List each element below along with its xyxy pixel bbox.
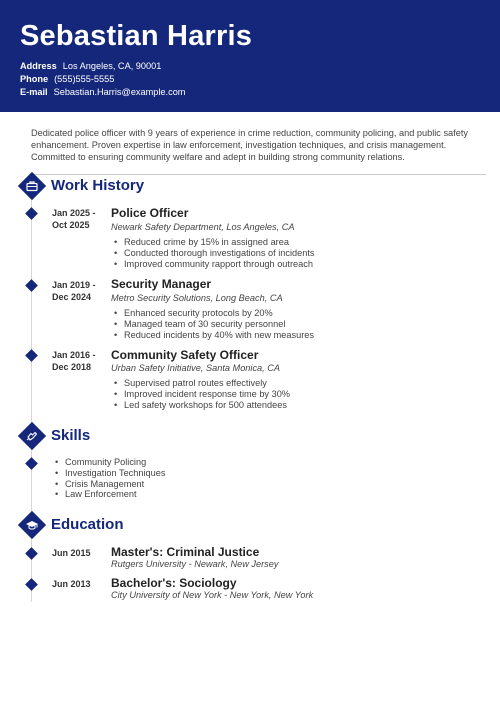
phone-value: (555)555-5555 [54,74,115,84]
skills-title: Skills [51,427,91,444]
education-date: Jun 2015 [52,548,91,558]
work-history-title: Work History [51,177,145,194]
list-item: • Managed team of 30 security personnel [111,319,314,330]
list-item: • Improved community rapport through outreach [111,259,315,270]
list-item: • Law Enforcement [52,489,165,500]
job-title: Police Officer [111,206,189,220]
email-label: E-mail [20,87,48,97]
timeline-marker [25,578,38,591]
school-name: City University of New York - New York, New York [111,590,314,600]
job-organization: Urban Safety Initiative, Santa Monica, CA [111,363,281,373]
timeline-marker [25,349,38,362]
list-item: • Enhanced security protocols by 20% [111,308,314,319]
education-date: Jun 2013 [52,579,91,589]
candidate-name: Sebastian Harris [20,20,253,52]
list-item: • Improved incident response time by 30% [111,389,290,400]
job-title: Security Manager [111,277,212,291]
divider [31,174,486,175]
contact-email [20,87,185,97]
degree-title: Bachelor's: Sociology [111,576,237,590]
job-title: Community Safety Officer [111,348,259,362]
timeline-line [31,190,32,602]
education-title: Education [51,516,124,533]
contact-phone [20,74,114,84]
list-item: • Reduced incidents by 40% with new measures [111,330,314,341]
email-value: Sebastian.Harris@example.com [53,87,186,97]
professional-summary: Dedicated police officer with 9 years of experience in crime reduction, community policing, and public safety enhancement. Proven expertise in law enforcement, investigation techniques, and crisis management. Committed to ensuring community welfare and adept in building strong community relations. [31,128,468,162]
job-date: Jan 2025 - Oct 2025 [52,208,96,230]
timeline-marker [25,547,38,560]
job-achievements [111,308,314,340]
list-item: • Led safety workshops for 500 attendees [111,400,290,411]
list-item: • Crisis Management [52,479,165,490]
skills-list [52,457,165,500]
job-achievements [111,237,315,269]
timeline-marker [25,207,38,220]
hand-icon [17,421,47,451]
list-item: • Conducted thorough investigations of incidents [111,248,315,259]
timeline-marker [25,279,38,292]
address-label: Address [20,61,57,71]
list-item: • Investigation Techniques [52,468,165,479]
timeline-marker [25,457,38,470]
job-achievements [111,378,290,410]
job-organization: Metro Security Solutions, Long Beach, CA [111,293,283,303]
job-organization: Newark Safety Department, Los Angeles, CA [111,222,295,232]
phone-label: Phone [20,74,49,84]
briefcase-icon [17,171,47,201]
contact-address [20,61,161,71]
school-name: Rutgers University - Newark, New Jersey [111,559,279,569]
list-item: • Reduced crime by 15% in assigned area [111,237,315,248]
job-date: Jan 2016 - Dec 2018 [52,350,96,372]
resume-header [0,0,500,112]
job-date: Jan 2019 - Dec 2024 [52,280,96,302]
address-value: Los Angeles, CA, 90001 [62,61,162,71]
graduation-cap-icon [17,510,47,540]
degree-title: Master's: Criminal Justice [111,545,260,559]
list-item: • Supervised patrol routes effectively [111,378,290,389]
list-item: • Community Policing [52,457,165,468]
